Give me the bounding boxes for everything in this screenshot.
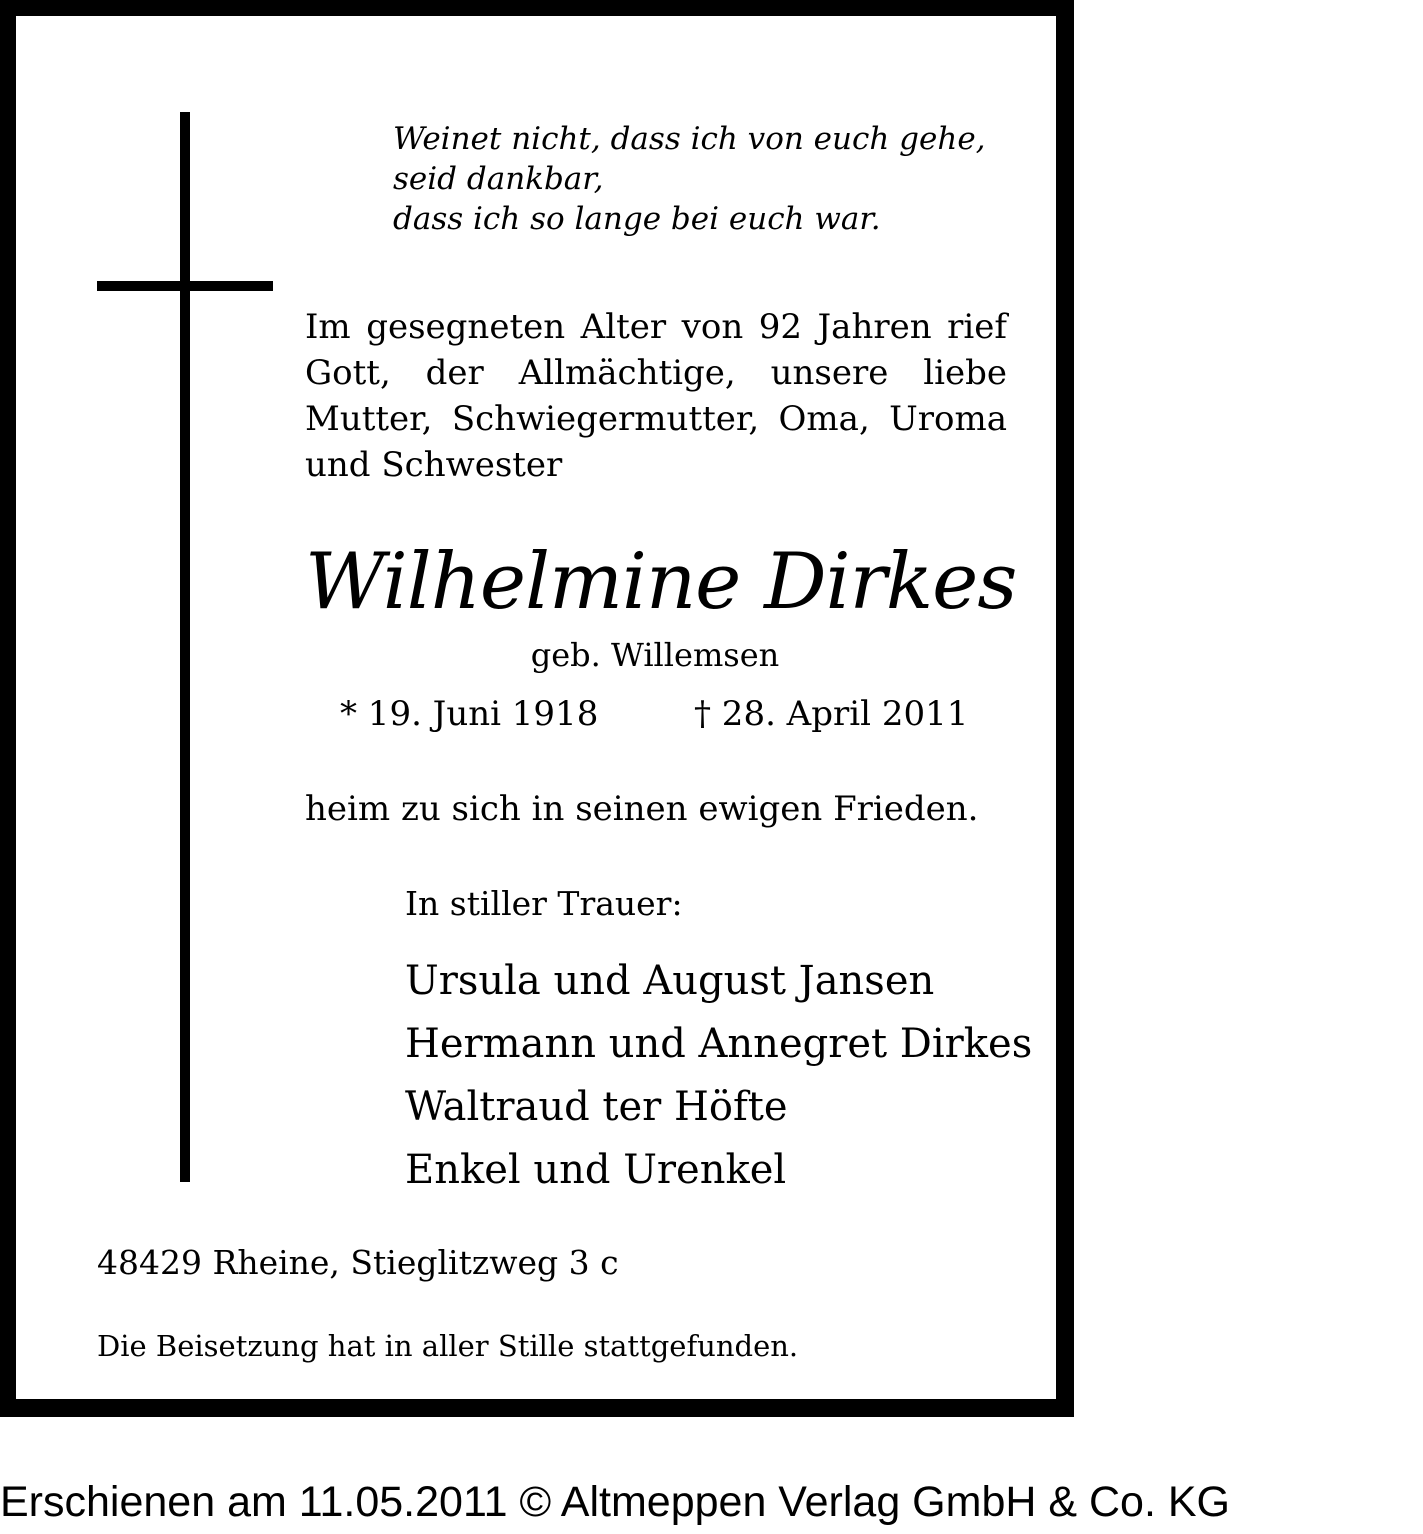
- intro-line: Mutter, Schwiegermutter, Oma, Uroma: [305, 399, 1007, 439]
- birth-date: * 19. Juni 1918: [340, 694, 599, 734]
- intro-line: Gott, der Allmächtige, unsere liebe: [305, 353, 1007, 393]
- maiden-name: geb. Willemsen: [530, 636, 780, 674]
- cross-icon-vertical: [180, 112, 190, 1182]
- intro-line: Im gesegneten Alter von 92 Jahren rief: [305, 307, 1007, 347]
- mourner-entry: Ursula und August Jansen: [405, 958, 935, 1004]
- mourner-entry: Hermann und Annegret Dirkes: [405, 1021, 1033, 1067]
- address: 48429 Rheine, Stieglitzweg 3 c: [97, 1243, 619, 1282]
- quote-line: Weinet nicht, dass ich von euch gehe,: [393, 121, 986, 157]
- intro-paragraph: [305, 304, 1007, 488]
- quote-line: dass ich so lange bei euch war.: [393, 201, 881, 237]
- publication-footer: Erschienen am 11.05.2011 © Altmeppen Verlag GmbH & Co. KG: [0, 1478, 1230, 1526]
- mourner-entry: Waltraud ter Höfte: [405, 1084, 788, 1130]
- memorial-quote: [393, 119, 986, 239]
- homecall-line: heim zu sich in seinen ewigen Frieden.: [305, 789, 979, 829]
- funeral-note: Die Beisetzung hat in aller Stille stattgefunden.: [97, 1329, 799, 1363]
- death-date: † 28. April 2011: [694, 694, 969, 734]
- cross-icon-horizontal: [97, 281, 273, 291]
- mourners-list: [405, 950, 1032, 1202]
- deceased-name: Wilhelmine Dirkes: [305, 537, 1017, 627]
- quote-line: seid dankbar,: [393, 161, 604, 197]
- mourning-heading: In stiller Trauer:: [405, 884, 683, 923]
- mourner-entry: Enkel und Urenkel: [405, 1147, 787, 1193]
- intro-line: und Schwester: [305, 445, 563, 485]
